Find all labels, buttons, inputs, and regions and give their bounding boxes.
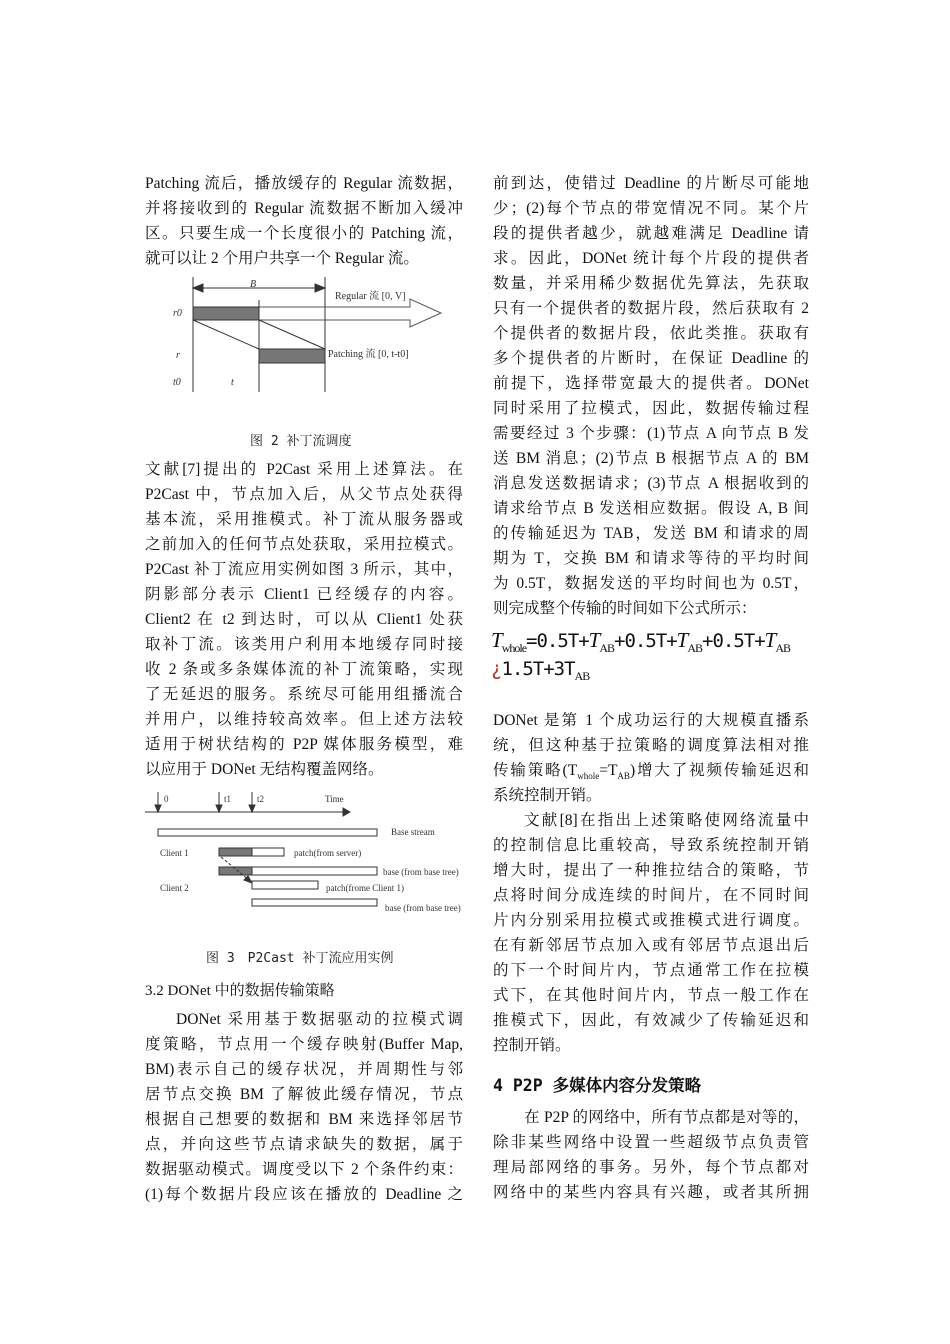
- text-line: 网络中的某些内容具有兴趣，或者其所拥: [493, 1184, 809, 1201]
- text-line: 根据自己想要的数据和 BM 来选择邻居节: [145, 1111, 463, 1128]
- text-line: BM)表示自己的缓存状况，并周期性与邻: [145, 1061, 463, 1078]
- text-line: 收 2 条或多条媒体流的补丁流策略，实现: [145, 661, 463, 678]
- text-line: 就可以让 2 个用户共享一个 Regular 流。: [145, 250, 419, 267]
- text-line: 阴影部分表示 Client1 已经缓存的内容。: [145, 586, 463, 603]
- fig2-label-regular: Regular 流 [0, V]: [335, 291, 406, 302]
- text-line: 并用户，以维持较高效率。但上述方法较: [145, 711, 463, 728]
- fig3-label-time: Time: [325, 794, 344, 804]
- text-line: 文献[8]在指出上述策略使网络流量中: [524, 812, 809, 829]
- fig3-label-client1: Client 1: [160, 848, 189, 858]
- fig3-label-patch-client1: patch(frome Client 1): [326, 883, 404, 893]
- text-line: 度策略，节点用一个缓存映射(Buffer Map,: [145, 1036, 463, 1053]
- text-line: 了无延迟的服务。系统尽可能用组播流合: [145, 686, 463, 703]
- text-line: 之前加入的任何节点处获取，采用拉模式。: [145, 536, 463, 553]
- text-line: 数据驱动模式。调度受以下 2 个条件约束：: [145, 1161, 463, 1178]
- fig3-label-base-tree-1: base (from base tree): [383, 867, 459, 877]
- text-line: 数量，并采用稀少数据优先算法，先获取: [493, 275, 809, 292]
- fig3-label-t1: t1: [224, 794, 232, 804]
- text-line: 在有新邻居节点加入或有邻居节点退出后: [493, 937, 809, 954]
- text-line: 片内分别采用拉模式或推模式进行调度。: [493, 912, 809, 929]
- text-line: 控制开销。: [493, 1037, 571, 1054]
- text-line: 同时采用了拉模式，因此，数据传输过程: [493, 400, 809, 417]
- fig2-regular-arrow: [259, 299, 441, 327]
- text-line: 推模式下，因此，有效减少了传输延迟和: [493, 1012, 809, 1029]
- text-line: 取补丁流。该类用户利用本地缓存同时接: [145, 636, 463, 653]
- text-line: 基本流，采用推模式。补丁流从服务器或: [145, 511, 463, 528]
- fig2-label-b: B: [250, 279, 257, 290]
- fig3-label-0: 0: [164, 794, 169, 804]
- formula-line-2: ¿$1.5T+3T_{AB}$: [491, 658, 590, 683]
- text-line: 适用于树状结构的 P2P 媒体服务模型，难: [145, 736, 463, 753]
- text-line: 期为 T，交换 BM 和请求等待的平均时间: [493, 550, 809, 567]
- text-line: 区。只要生成一个长度很小的 Patching 流，: [145, 225, 463, 242]
- fig3-label-client2: Client 2: [160, 883, 189, 893]
- text-line: 送 BM 消息；(2)节点 B 根据节点 A 的 BM: [493, 450, 809, 467]
- fig2-label-patching: Patching 流 [0, t-t0]: [328, 349, 409, 360]
- text-line: 只有一个提供者的数据片段，然后获取有 2: [493, 300, 809, 317]
- fig3-label-base-tree-2: base (from base tree): [385, 903, 461, 913]
- figure-2-caption: 图 2 补丁流调度: [250, 434, 352, 449]
- text-line: 段的提供者越少，就越难满足 Deadline 请: [493, 225, 809, 242]
- text-line: 的下一个时间片内，节点通常工作在拉模: [493, 962, 809, 979]
- fig3-client2-base-bar: [252, 899, 377, 906]
- text-line: 式下，在其他时间片内，节点一般工作在: [493, 987, 809, 1004]
- text-line: 居节点交换 BM 了解彼此缓存情况，节点: [145, 1086, 463, 1103]
- text-line: 的传输延迟为 TAB，发送 BM 和请求的周: [493, 525, 809, 542]
- text-line: 请求给节点 B 发送相应数据。假设 A, B 间: [493, 500, 809, 517]
- text-line: 前到达，使错过 Deadline 的片断尽可能地: [493, 175, 809, 192]
- text-line: 消息发送数据请求；(3)节点 A 根据收到的: [493, 475, 809, 492]
- fig2-label-t: t: [231, 377, 234, 388]
- fig3-label-t2: t2: [257, 794, 265, 804]
- text-line: 少；(2)每个节点的带宽情况不同。某个片: [493, 200, 809, 217]
- text-line: 传输策略$(T_{whole}=T_{AB})$增大了视频传输延迟和: [493, 762, 809, 782]
- fig3-client2-patch-bar: [252, 881, 318, 889]
- formula-line-1: $T_{whole}=0.5T+T_{AB}+0.5T+T_{AB}+0.5T+T_{AB}$: [491, 628, 791, 655]
- text-line: 除非某些网络中设置一些超级节点负责管: [493, 1134, 809, 1151]
- section-heading-4: 4 P2P 多媒体内容分发策略: [493, 1076, 702, 1095]
- text-line: 的控制信息比重较高，导致系统控制开销: [493, 837, 809, 854]
- text-line: 为 0.5T，数据发送的平均时间也为 0.5T，: [493, 575, 809, 592]
- fig3-base-stream-bar: [158, 829, 377, 836]
- text-line: 系统控制开销。: [493, 787, 602, 804]
- text-line: 理局部网络的事务。另外，每个节点都对: [493, 1159, 809, 1176]
- text-line: 增大时，提出了一种推拉结合的策略，节: [493, 862, 809, 879]
- fig2-label-t0: t0: [173, 377, 181, 388]
- text-line: 文献[7]提出的 P2Cast 采用上述算法。在: [145, 461, 463, 478]
- text-line: Client2 在 t2 到达时，可以从 Client1 处获: [145, 611, 463, 628]
- text-line: DONet 采用基于数据驱动的拉模式调: [176, 1011, 463, 1028]
- text-line: 在 P2P 的网络中，所有节点都是对等的，: [524, 1109, 809, 1126]
- fig2-label-r0: r0: [173, 308, 182, 319]
- fig2-patching-bar: [259, 349, 325, 363]
- section-heading-3-2: 3.2 DONet 中的数据传输策略: [145, 983, 335, 999]
- text-line: 多个提供者的片断时，在保证 Deadline 的: [493, 350, 809, 367]
- text-line: 前提下，选择带宽最大的提供者。DONet: [493, 375, 809, 392]
- text-line: DONet 是第 1 个成功运行的大规模直播系: [493, 712, 809, 729]
- fig3-label-base-stream: Base stream: [391, 827, 435, 837]
- fig3-label-patch-server: patch(from server): [294, 848, 362, 858]
- text-line: 点将时间分成连续的时间片，在不同时间: [493, 887, 809, 904]
- text-line: 统，但这种基于拉策略的调度算法相对推: [493, 737, 809, 754]
- text-line: (1)每个数据片段应该在播放的 Deadline 之: [145, 1186, 463, 1203]
- fig2-r0-bar: [193, 307, 259, 320]
- text-line: P2Cast 中，节点加入后，从父节点处获得: [145, 486, 463, 503]
- text-line: 则完成整个传输的时间如下公式所示：: [493, 600, 757, 617]
- text-line: 个提供者的数据片段，依此类推。获取有: [493, 325, 809, 342]
- text-line: 并将接收到的 Regular 流数据不断加入缓冲: [145, 200, 463, 217]
- figure-3-caption: 图 3 P2Cast 补丁流应用实例: [206, 951, 394, 966]
- text-line: Patching 流后，播放缓存的 Regular 流数据，: [145, 175, 463, 192]
- text-line: 求。因此，DONet 统计每个片段的提供者: [493, 250, 809, 267]
- text-line: 点，并向这些节点请求缺失的数据，属于: [145, 1136, 463, 1153]
- text-line: 需要经过 3 个步骤：(1)节点 A 向节点 B 发: [493, 425, 809, 442]
- text-line: P2Cast 补丁流应用实例如图 3 所示，其中，: [145, 561, 463, 578]
- text-line: 以应用于 DONet 无结构覆盖网络。: [145, 761, 384, 778]
- fig2-label-r: r: [176, 350, 180, 361]
